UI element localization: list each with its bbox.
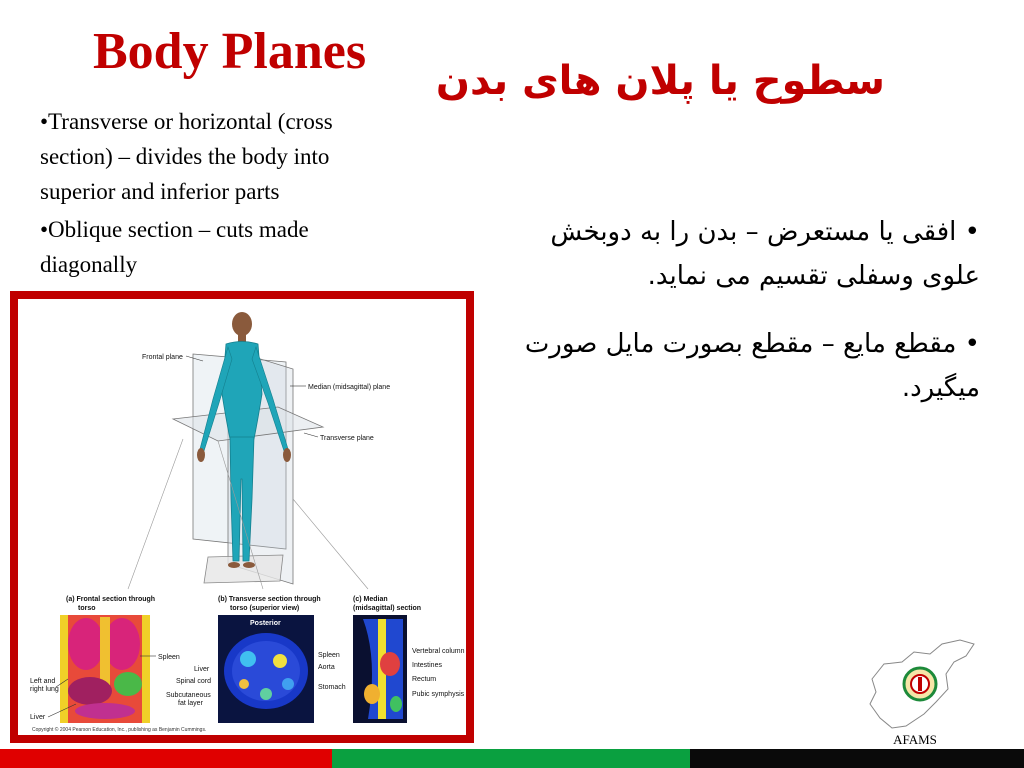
label-frontal-plane: Frontal plane — [142, 354, 183, 361]
footer-bar-black — [690, 749, 1024, 768]
panel-c-median-section-image — [353, 615, 407, 723]
english-bullet-oblique: •Oblique section – cuts made diagonally — [40, 217, 309, 277]
caption-panel-b-line1: (b) Transverse section through — [218, 596, 321, 603]
label-subcutaneous-line2: fat layer — [178, 700, 203, 707]
panel-b-transverse-section-image — [218, 615, 314, 723]
label-liver-a: Liver — [30, 714, 46, 721]
slide-title: Body Planes — [93, 23, 367, 80]
label-posterior: Posterior — [250, 620, 281, 627]
persian-bullet-transverse: • افقی یا مستعرض – بدن را به دوبخش علوی وسفلی تقسیم می نماید. — [550, 217, 980, 291]
label-spleen-b: Spleen — [318, 652, 340, 659]
caption-panel-a-line2: torso — [78, 605, 96, 612]
label-spinal-cord: Spinal cord — [176, 678, 212, 685]
caption-panel-b-line2: torso (superior view) — [230, 605, 300, 612]
label-median-plane: Median (midsagittal) plane — [308, 384, 391, 391]
body-planes-figure — [10, 291, 474, 743]
label-transverse-plane: Transverse plane — [320, 435, 374, 442]
persian-bullets — [495, 210, 980, 434]
caption-panel-a-line1: (a) Frontal section through — [66, 596, 156, 603]
caption-panel-c-line2: (midsagittal) section — [353, 605, 422, 612]
afghanistan-map-logo — [862, 634, 980, 734]
label-aorta: Aorta — [318, 664, 335, 671]
footer-bar-red — [0, 749, 332, 768]
copyright-notice: Copyright © 2004 Pearson Education, Inc., publishing as Benjamin Cummings. — [32, 727, 207, 733]
panel-a-frontal-section-image — [60, 615, 150, 723]
label-pubic-symphysis: Pubic symphysis — [412, 691, 465, 698]
persian-bullet-oblique: • مقطع مایع – مقطع بصورت مایل صورت میگیرد. — [524, 329, 980, 403]
footer-bar-green — [332, 749, 690, 768]
label-lung-line1: Left and — [30, 678, 56, 685]
label-lung-line2: right lung — [30, 686, 59, 693]
label-stomach: Stomach — [318, 684, 346, 691]
afams-logo-text: AFAMS — [893, 732, 937, 747]
label-vertebral-column: Vertebral column — [412, 648, 465, 655]
label-spleen-a: Spleen — [158, 654, 180, 661]
english-bullet-transverse: •Transverse or horizontal (cross section) – divides the body into superior and inferior parts — [40, 109, 333, 204]
caption-panel-c-line1: (c) Median — [353, 596, 388, 603]
label-rectum: Rectum — [412, 676, 437, 683]
label-liver-b: Liver — [194, 666, 210, 673]
label-subcutaneous-line1: Subcutaneous — [166, 692, 211, 699]
body-planes-illustration — [18, 299, 466, 735]
english-bullets — [40, 104, 410, 285]
slide-title-persian: سطوح یا پلان های بدن — [435, 58, 885, 104]
label-intestines: Intestines — [412, 662, 442, 669]
